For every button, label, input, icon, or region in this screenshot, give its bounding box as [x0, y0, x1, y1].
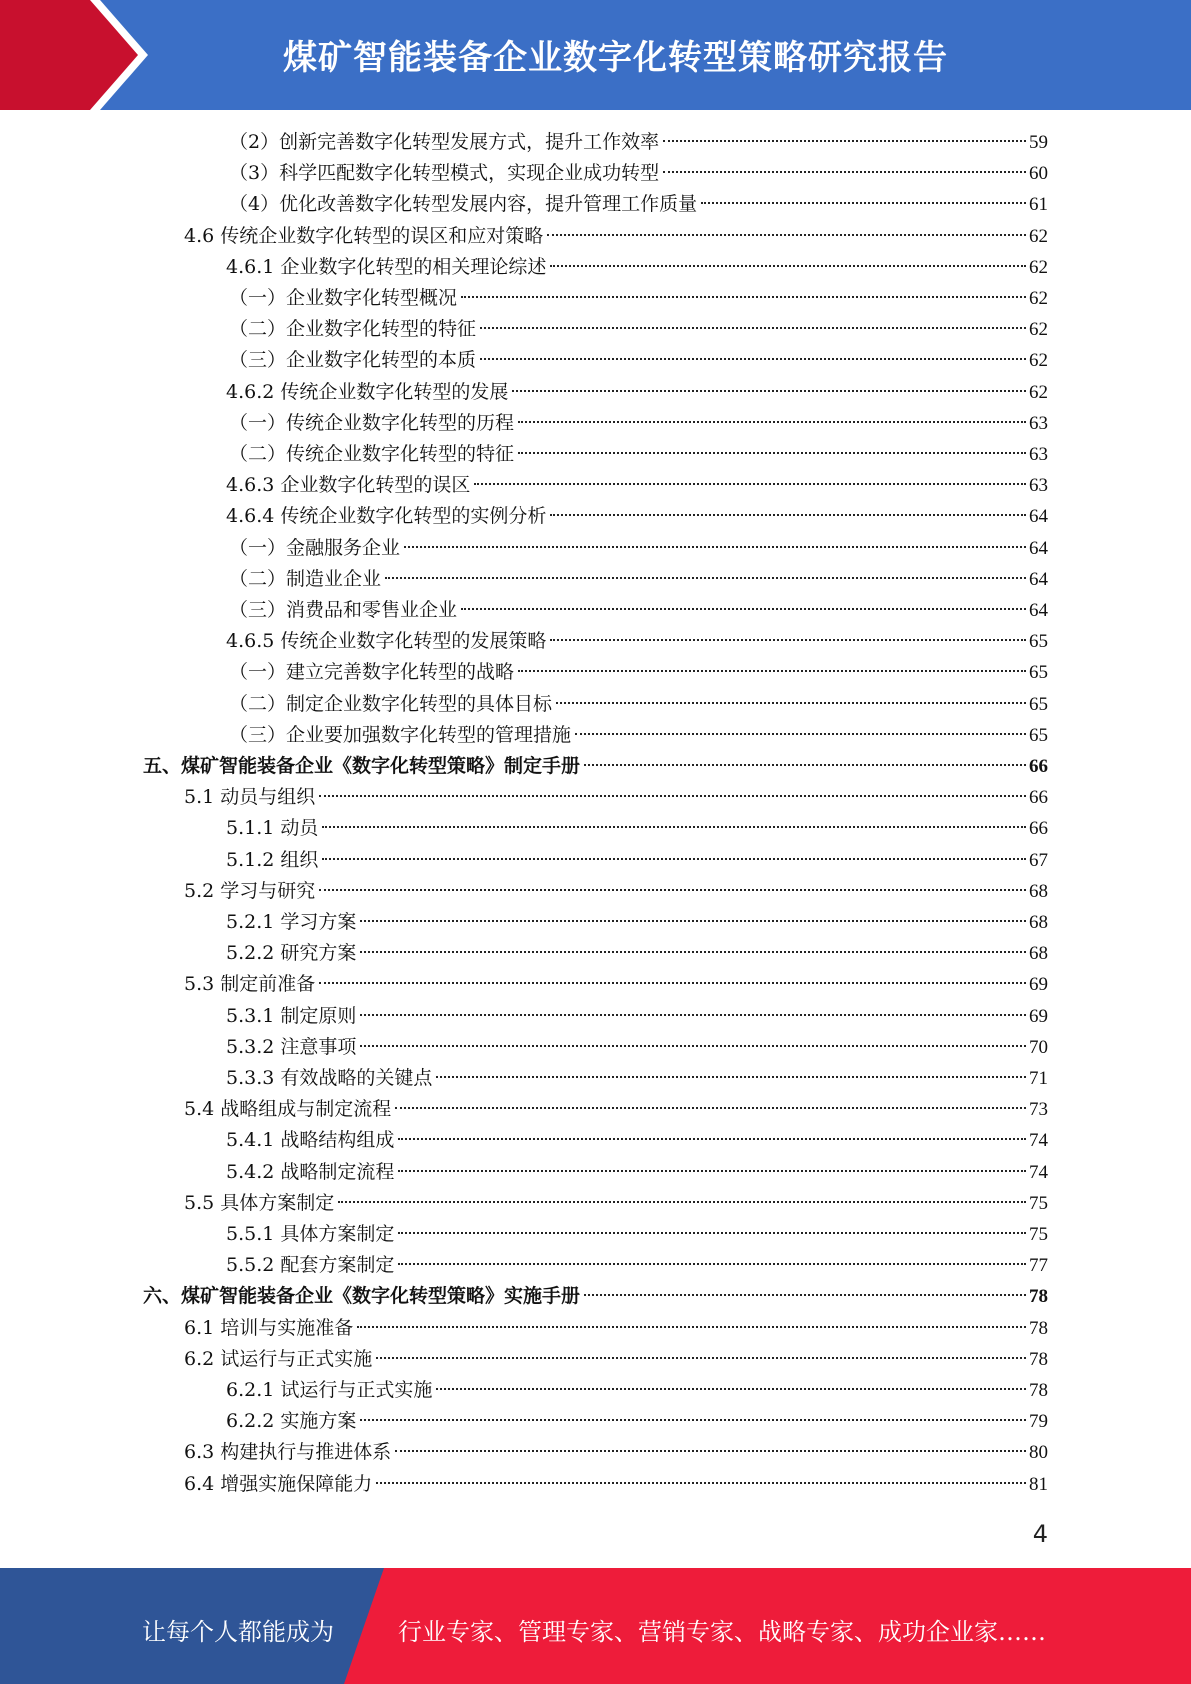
toc-leader-dots — [319, 982, 1026, 984]
toc-entry-title: （二）制造业企业 — [229, 567, 382, 590]
toc-leader-dots — [322, 858, 1026, 860]
toc-leader-dots — [398, 1263, 1026, 1265]
toc-entry-page: 74 — [1029, 1130, 1048, 1152]
toc-entry[interactable] — [229, 314, 1048, 345]
toc-entry-page: 64 — [1029, 600, 1048, 621]
toc-leader-dots — [518, 421, 1026, 423]
toc-entry[interactable] — [226, 252, 1048, 283]
toc-entry-page: 65 — [1029, 724, 1048, 746]
toc-entry-title: （一）建立完善数字化转型的战略 — [229, 661, 515, 684]
toc-entry-title: 6.3 构建执行与推进体系 — [184, 1441, 392, 1464]
toc-leader-dots — [395, 1450, 1026, 1452]
toc-entry-page: 68 — [1029, 912, 1048, 933]
toc-leader-dots — [319, 795, 1026, 797]
toc-entry-title: 4.6 传统企业数字化转型的误区和应对策略 — [184, 224, 544, 247]
toc-entry-page: 79 — [1029, 1411, 1048, 1433]
toc-leader-dots — [360, 951, 1026, 953]
toc-entry-page: 61 — [1029, 194, 1048, 216]
toc-entry-page: 62 — [1029, 319, 1048, 341]
footer-slogan-right: 行业专家、管理专家、营销专家、战略专家、成功企业家…… — [398, 1618, 1046, 1646]
page-header — [0, 0, 1191, 110]
toc-leader-dots — [395, 1107, 1026, 1109]
toc-leader-dots — [474, 483, 1026, 485]
toc-entry-title: 4.6.5 传统企业数字化转型的发展策略 — [226, 630, 547, 653]
toc-entry[interactable] — [143, 751, 1048, 782]
toc-entry-title: （二）传统企业数字化转型的特征 — [229, 443, 515, 465]
toc-entry[interactable] — [226, 377, 1048, 408]
toc-entry[interactable] — [229, 189, 1048, 220]
toc-entry-page: 78 — [1029, 1286, 1048, 1308]
toc-entry-title: 5.1 动员与组织 — [184, 786, 316, 809]
toc-entry-page: 77 — [1029, 1255, 1048, 1277]
toc-entry-page: 66 — [1029, 756, 1048, 777]
toc-entry-page: 69 — [1029, 1005, 1048, 1027]
toc-leader-dots — [518, 452, 1026, 454]
toc-entry-title: 5.3.1 制定原则 — [226, 1004, 357, 1027]
toc-entry-title: （2）创新完善数字化转型发展方式，提升工作效率 — [229, 131, 660, 153]
toc-entry-page: 80 — [1029, 1442, 1048, 1464]
toc-entry-title: 5.5 具体方案制定 — [184, 1191, 335, 1214]
toc-entry-title: （4）优化改善数字化转型发展内容，提升管理工作质量 — [229, 193, 698, 216]
toc-entry-page: 65 — [1029, 693, 1048, 715]
toc-entry[interactable] — [226, 501, 1048, 532]
toc-entry[interactable] — [229, 689, 1048, 720]
toc-entry-page: 62 — [1029, 256, 1048, 278]
toc-entry-title: 4.6.3 企业数字化转型的误区 — [226, 474, 471, 497]
toc-entry-title: 5.3.2 注意事项 — [226, 1035, 357, 1058]
toc-leader-dots — [360, 920, 1026, 922]
toc-entry[interactable] — [226, 938, 1048, 969]
toc-entry-page: 75 — [1029, 1224, 1048, 1245]
toc-entry-page: 78 — [1029, 1317, 1048, 1339]
toc-entry-title: （三）企业数字化转型的本质 — [229, 349, 477, 372]
toc-entry-page: 62 — [1029, 350, 1048, 372]
toc-entry[interactable] — [226, 1032, 1048, 1063]
toc-leader-dots — [512, 390, 1026, 392]
toc-entry-title: 5.2 学习与研究 — [184, 879, 316, 902]
toc-leader-dots — [480, 358, 1026, 360]
toc-entry-title: 5.3.3 有效战略的关键点 — [226, 1067, 433, 1089]
toc-entry-page: 63 — [1029, 412, 1048, 434]
header-arrow-decoration — [0, 0, 160, 110]
toc-entry[interactable] — [184, 1094, 1048, 1125]
toc-entry[interactable] — [229, 595, 1048, 626]
toc-entry-title: （一）金融服务企业 — [229, 536, 401, 559]
toc-entry[interactable] — [226, 1125, 1048, 1156]
toc-leader-dots — [319, 889, 1026, 891]
toc-entry-page: 65 — [1029, 662, 1048, 684]
toc-entry-page: 60 — [1029, 163, 1048, 185]
toc-entry-title: 4.6.4 传统企业数字化转型的实例分析 — [226, 505, 547, 528]
toc-entry-page: 63 — [1029, 444, 1048, 465]
toc-entry[interactable] — [184, 221, 1048, 252]
toc-leader-dots — [322, 826, 1026, 828]
footer-slogan-left: 让每个人都能成为 — [142, 1618, 334, 1646]
toc-leader-dots — [360, 1014, 1026, 1016]
toc-entry-title: （二）制定企业数字化转型的具体目标 — [229, 692, 553, 715]
toc-entry-title: 6.2.2 实施方案 — [226, 1410, 357, 1433]
toc-entry[interactable] — [226, 1001, 1048, 1032]
toc-entry-page: 81 — [1029, 1473, 1048, 1495]
toc-entry[interactable] — [184, 876, 1048, 907]
toc-leader-dots — [547, 234, 1026, 236]
toc-entry-title: 4.6.1 企业数字化转型的相关理论综述 — [226, 255, 547, 278]
toc-leader-dots — [575, 733, 1026, 735]
toc-entry[interactable] — [229, 439, 1048, 470]
toc-entry-title: 五、煤矿智能装备企业《数字化转型策略》制定手册 — [143, 755, 581, 777]
toc-entry-page: 71 — [1029, 1068, 1048, 1089]
toc-entry-page: 65 — [1029, 631, 1048, 653]
toc-entry-page: 68 — [1029, 943, 1048, 965]
toc-entry-title: 6.4 增强实施保障能力 — [184, 1472, 373, 1495]
toc-leader-dots — [480, 327, 1026, 329]
toc-entry-page: 68 — [1029, 880, 1048, 902]
toc-entry-page: 67 — [1029, 849, 1048, 871]
toc-entry-page: 64 — [1029, 537, 1048, 559]
toc-entry-page: 70 — [1029, 1036, 1048, 1058]
toc-entry-title: 5.4 战略组成与制定流程 — [184, 1098, 392, 1121]
toc-entry-title: 5.2.1 学习方案 — [226, 911, 357, 933]
toc-leader-dots — [584, 1294, 1026, 1296]
toc-entry[interactable] — [184, 1188, 1048, 1219]
toc-leader-dots — [404, 546, 1026, 548]
toc-entry-page: 63 — [1029, 475, 1048, 497]
toc-leader-dots — [338, 1201, 1026, 1203]
toc-entry[interactable] — [226, 470, 1048, 501]
toc-leader-dots — [360, 1045, 1026, 1047]
toc-entry-title: （3）科学匹配数字化转型模式，实现企业成功转型 — [229, 162, 660, 185]
toc-entry-title: 5.4.1 战略结构组成 — [226, 1129, 395, 1152]
toc-entry[interactable] — [229, 533, 1048, 564]
toc-leader-dots — [663, 140, 1026, 142]
toc-entry-title: 六、煤矿智能装备企业《数字化转型策略》实施手册 — [143, 1285, 581, 1308]
toc-entry-title: （三）企业要加强数字化转型的管理措施 — [229, 723, 572, 746]
toc-leader-dots — [398, 1170, 1026, 1172]
toc-leader-dots — [398, 1232, 1026, 1234]
toc-leader-dots — [550, 639, 1026, 641]
toc-entry-title: 5.5.1 具体方案制定 — [226, 1223, 395, 1245]
toc-entry[interactable] — [143, 1281, 1048, 1312]
toc-entry-page: 62 — [1029, 288, 1048, 309]
toc-entry-page: 75 — [1029, 1192, 1048, 1214]
toc-entry[interactable] — [226, 1406, 1048, 1437]
toc-entry-page: 74 — [1029, 1161, 1048, 1183]
toc-entry[interactable] — [226, 845, 1048, 876]
toc-entry[interactable] — [229, 127, 1048, 158]
toc-leader-dots — [701, 202, 1026, 204]
toc-entry-page: 62 — [1029, 381, 1048, 403]
toc-leader-dots — [663, 171, 1026, 173]
toc-leader-dots — [461, 296, 1026, 298]
toc-leader-dots — [556, 702, 1026, 704]
toc-entry[interactable] — [184, 1313, 1048, 1344]
document-title: 煤矿智能装备企业数字化转型策略研究报告 — [283, 38, 948, 78]
toc-entry-title: 5.1.1 动员 — [226, 817, 319, 840]
toc-entry-title: 4.6.2 传统企业数字化转型的发展 — [226, 380, 509, 403]
toc-entry[interactable] — [229, 158, 1048, 189]
toc-entry[interactable] — [229, 408, 1048, 439]
toc-entry-title: 6.2.1 试运行与正式实施 — [226, 1379, 433, 1401]
toc-leader-dots — [360, 1419, 1026, 1421]
page-footer — [0, 1568, 1191, 1684]
toc-entry-title: （三）消费品和零售业企业 — [229, 599, 458, 621]
toc-leader-dots — [376, 1482, 1026, 1484]
toc-leader-dots — [398, 1138, 1026, 1140]
toc-leader-dots — [550, 265, 1026, 267]
toc-entry-title: 6.2 试运行与正式实施 — [184, 1347, 373, 1370]
toc-entry-title: （二）企业数字化转型的特征 — [229, 318, 477, 341]
toc-entry[interactable] — [229, 720, 1048, 751]
toc-leader-dots — [436, 1076, 1026, 1078]
toc-entry-title: 6.1 培训与实施准备 — [184, 1316, 354, 1339]
toc-entry-page: 62 — [1029, 225, 1048, 247]
toc-entry-page: 78 — [1029, 1348, 1048, 1370]
toc-entry[interactable] — [184, 1469, 1048, 1500]
toc-entry[interactable] — [226, 813, 1048, 844]
toc-entry[interactable] — [229, 657, 1048, 688]
toc-entry-page: 64 — [1029, 568, 1048, 590]
toc-entry-page: 64 — [1029, 506, 1048, 528]
toc-entry[interactable] — [226, 1375, 1048, 1406]
toc-entry-title: 5.3 制定前准备 — [184, 973, 316, 996]
toc-entry-page: 69 — [1029, 974, 1048, 996]
toc-entry[interactable] — [226, 1219, 1048, 1250]
toc-entry-title: 5.5.2 配套方案制定 — [226, 1254, 395, 1277]
toc-entry-page: 66 — [1029, 818, 1048, 840]
toc-entry-title: （一）企业数字化转型概况 — [229, 287, 458, 309]
toc-leader-dots — [436, 1388, 1026, 1390]
toc-entry[interactable] — [226, 907, 1048, 938]
toc-entry[interactable] — [226, 1157, 1048, 1188]
toc-entry-title: 5.4.2 战略制定流程 — [226, 1160, 395, 1183]
toc-entry[interactable] — [229, 345, 1048, 376]
toc-leader-dots — [518, 670, 1026, 672]
toc-entry-title: 5.1.2 组织 — [226, 848, 319, 871]
toc-leader-dots — [461, 608, 1026, 610]
toc-entry-page: 59 — [1029, 132, 1048, 153]
toc-entry-page: 78 — [1029, 1380, 1048, 1401]
toc-entry[interactable] — [229, 283, 1048, 314]
toc-entry[interactable] — [184, 969, 1048, 1000]
toc-leader-dots — [550, 514, 1026, 516]
toc-leader-dots — [584, 764, 1026, 766]
toc-leader-dots — [376, 1357, 1026, 1359]
toc-entry-title: 5.2.2 研究方案 — [226, 942, 357, 965]
toc-entry-page: 73 — [1029, 1099, 1048, 1121]
toc-entry[interactable] — [226, 1063, 1048, 1094]
toc-entry[interactable] — [184, 1344, 1048, 1375]
toc-leader-dots — [357, 1326, 1026, 1328]
page-number: 4 — [1032, 1520, 1048, 1548]
toc-entry[interactable] — [184, 782, 1048, 813]
toc-entry[interactable] — [229, 564, 1048, 595]
toc-entry[interactable] — [184, 1437, 1048, 1468]
toc-entry[interactable] — [226, 1250, 1048, 1281]
toc-entry-title: （一）传统企业数字化转型的历程 — [229, 411, 515, 434]
toc-leader-dots — [385, 577, 1026, 579]
toc-entry-page: 66 — [1029, 787, 1048, 809]
toc-entry[interactable] — [226, 626, 1048, 657]
